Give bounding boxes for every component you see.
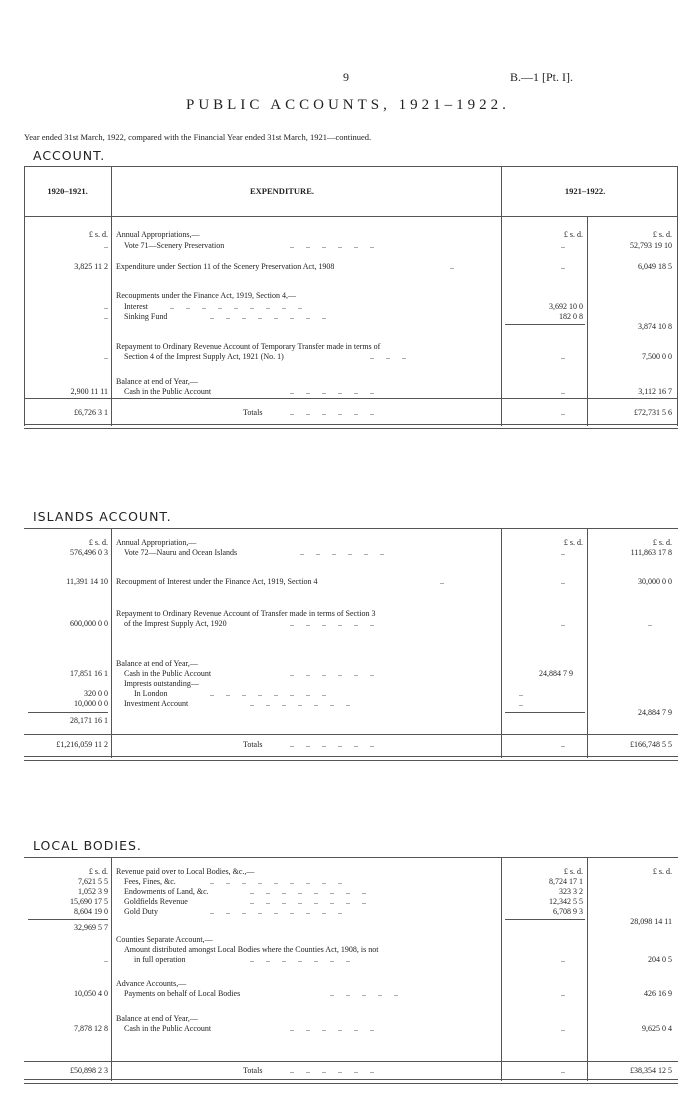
row-description: Cash in the Public Account bbox=[124, 387, 212, 396]
row-description: Vote 71—Scenery Preservation bbox=[124, 241, 225, 250]
cell-right: 204 0 5 bbox=[648, 955, 672, 964]
row-description: in full operation bbox=[134, 955, 186, 964]
cell-mid: 6,708 9 3 bbox=[553, 907, 583, 916]
cell-left: 7,621 5 5 bbox=[78, 877, 108, 886]
cell-mid: .. bbox=[561, 548, 565, 557]
section-heading: LOCAL BODIES. bbox=[33, 838, 142, 853]
cell-left: .. bbox=[104, 302, 108, 311]
cell-left: 7,878 12 8 bbox=[74, 1024, 108, 1033]
cell-left: 576,496 0 3 bbox=[70, 548, 108, 557]
row-description: Annual Appropriation,— bbox=[116, 538, 197, 547]
cell-mid: 8,724 17 1 bbox=[549, 877, 583, 886]
cell-left: .. bbox=[104, 352, 108, 361]
row-description: Annual Appropriations,— bbox=[116, 230, 200, 239]
cell-mid: .. bbox=[519, 689, 523, 698]
units-right: £ s. d. bbox=[652, 230, 672, 239]
cell-left: 10,000 0 0 bbox=[74, 699, 108, 708]
column-header-1921: 1921–1922. bbox=[564, 186, 606, 196]
section-heading: ISLANDS ACCOUNT. bbox=[33, 509, 172, 524]
cell-right: 111,863 17 8 bbox=[630, 548, 672, 557]
totals-label: Totals bbox=[243, 408, 263, 417]
page-title: PUBLIC ACCOUNTS, 1921–1922. bbox=[186, 97, 510, 113]
cell-left: 1,052 3 9 bbox=[78, 887, 108, 896]
row-description: In London bbox=[134, 689, 168, 698]
cell-right: 3,874 10 8 bbox=[638, 322, 672, 331]
row-description: Investment Account bbox=[124, 699, 189, 708]
units-left: £ s. d. bbox=[88, 230, 108, 239]
cell-mid: 24,884 7 9 bbox=[539, 669, 573, 678]
row-description: Endowments of Land, &c. bbox=[124, 887, 209, 896]
document-reference: B.—1 [Pt. I]. bbox=[510, 70, 573, 84]
row-description: Counties Separate Account,— bbox=[116, 935, 213, 944]
total-right: £38,354 12 5 bbox=[630, 1066, 672, 1075]
row-description: Cash in the Public Account bbox=[124, 1024, 212, 1033]
cell-mid: .. bbox=[561, 352, 565, 361]
totals-label: Totals bbox=[243, 740, 263, 749]
subtotal-left: 32,969 5 7 bbox=[74, 923, 108, 932]
total-left: £50,898 2 3 bbox=[70, 1066, 108, 1075]
cell-mid: .. bbox=[561, 1024, 565, 1033]
cell-right: 426 16 9 bbox=[644, 989, 672, 998]
row-description: Repayment to Ordinary Revenue Account of Transfer made in terms of Section 3 bbox=[116, 609, 376, 618]
row-description: Repayment to Ordinary Revenue Account of Temporary Transfer made in terms of bbox=[116, 342, 381, 351]
cell-left: 17,851 16 1 bbox=[70, 669, 108, 678]
cell-mid: 3,692 10 0 bbox=[549, 302, 583, 311]
column-header-1920: 1920–1921. bbox=[47, 186, 88, 196]
cell-left: .. bbox=[104, 955, 108, 964]
row-description: Interest bbox=[124, 302, 148, 311]
cell-right: 6,049 18 5 bbox=[638, 262, 672, 271]
cell-right: 28,098 14 11 bbox=[630, 917, 672, 926]
column-header-expenditure: EXPENDITURE. bbox=[250, 186, 314, 196]
row-description: Goldfields Revenue bbox=[124, 897, 188, 906]
units-mid: £ s. d. bbox=[563, 230, 583, 239]
cell-left: 8,604 19 0 bbox=[74, 907, 108, 916]
cell-right: 9,625 0 4 bbox=[642, 1024, 672, 1033]
cell-right: 24,884 7 9 bbox=[638, 708, 672, 717]
units-mid: £ s. d. bbox=[563, 867, 583, 876]
row-description: Cash in the Public Account bbox=[124, 669, 212, 678]
subtotal-left: 28,171 16 1 bbox=[70, 716, 108, 725]
row-description: Sinking Fund bbox=[124, 312, 168, 321]
page-number: 9 bbox=[343, 70, 349, 84]
totals-label: Totals bbox=[243, 1066, 263, 1075]
cell-mid: .. bbox=[519, 699, 523, 708]
row-description: Amount distributed amongst Local Bodies where the Counties Act, 1908, is not bbox=[124, 945, 379, 954]
cell-left: 3,825 11 2 bbox=[74, 262, 108, 271]
section-heading: ACCOUNT. bbox=[33, 148, 106, 163]
row-description: Recoupments under the Finance Act, 1919, Section 4,— bbox=[116, 291, 296, 300]
cell-mid: .. bbox=[561, 577, 565, 586]
row-description: of the Imprest Supply Act, 1920 bbox=[124, 619, 227, 628]
row-description: Payments on behalf of Local Bodies bbox=[124, 989, 241, 998]
row-description: Gold Duty bbox=[124, 907, 158, 916]
units-left: £ s. d. bbox=[88, 538, 108, 547]
total-mid: .. bbox=[561, 740, 565, 749]
cell-mid: .. bbox=[561, 241, 565, 250]
row-description: Section 4 of the Imprest Supply Act, 1921 (No. 1) bbox=[124, 352, 284, 361]
row-description: Advance Accounts,— bbox=[116, 979, 187, 988]
units-left: £ s. d. bbox=[88, 867, 108, 876]
cell-left: 15,690 17 5 bbox=[70, 897, 108, 906]
total-left: £1,216,059 11 2 bbox=[56, 740, 108, 749]
cell-right: 30,000 0 0 bbox=[638, 577, 672, 586]
units-right: £ s. d. bbox=[652, 867, 672, 876]
cell-right: 3,112 16 7 bbox=[638, 387, 672, 396]
total-mid: .. bbox=[561, 1066, 565, 1075]
row-description: Balance at end of Year,— bbox=[116, 659, 198, 668]
total-left: £6,726 3 1 bbox=[74, 408, 108, 417]
row-description: Expenditure under Section 11 of the Scenery Preservation Act, 1908 bbox=[116, 262, 335, 271]
cell-left: 2,900 11 11 bbox=[70, 387, 108, 396]
page-subtitle: Year ended 31st March, 1922, compared with the Financial Year ended 31st March, 1921—continued. bbox=[24, 132, 372, 142]
row-description: Recoupment of Interest under the Finance Act, 1919, Section 4 bbox=[116, 577, 318, 586]
cell-left: 10,050 4 0 bbox=[74, 989, 108, 998]
row-description: Balance at end of Year,— bbox=[116, 377, 198, 386]
units-mid: £ s. d. bbox=[563, 538, 583, 547]
cell-mid: .. bbox=[561, 955, 565, 964]
cell-left: 600,000 0 0 bbox=[70, 619, 108, 628]
cell-right: .. bbox=[648, 619, 652, 628]
cell-left: 11,391 14 10 bbox=[66, 577, 108, 586]
cell-mid: .. bbox=[561, 619, 565, 628]
row-description: Fees, Fines, &c. bbox=[124, 877, 176, 886]
cell-right: 7,500 0 0 bbox=[642, 352, 672, 361]
cell-mid: .. bbox=[561, 989, 565, 998]
cell-mid: 323 3 2 bbox=[559, 887, 583, 896]
total-mid: .. bbox=[561, 408, 565, 417]
total-right: £166,748 5 5 bbox=[630, 740, 672, 749]
cell-mid: .. bbox=[561, 262, 565, 271]
row-description: Vote 72—Nauru and Ocean Islands bbox=[124, 548, 238, 557]
cell-mid: .. bbox=[561, 387, 565, 396]
row-description: Imprests outstanding— bbox=[124, 679, 199, 688]
cell-mid: 12,342 5 5 bbox=[549, 897, 583, 906]
cell-left: .. bbox=[104, 241, 108, 250]
total-right: £72,731 5 6 bbox=[634, 408, 672, 417]
row-description: Balance at end of Year,— bbox=[116, 1014, 198, 1023]
cell-right: 52,793 19 10 bbox=[630, 241, 672, 250]
row-description: Revenue paid over to Local Bodies, &c.,— bbox=[116, 867, 255, 876]
cell-left: .. bbox=[104, 312, 108, 321]
units-right: £ s. d. bbox=[652, 538, 672, 547]
cell-left: 320 0 0 bbox=[84, 689, 108, 698]
cell-mid: 182 0 8 bbox=[559, 312, 583, 321]
